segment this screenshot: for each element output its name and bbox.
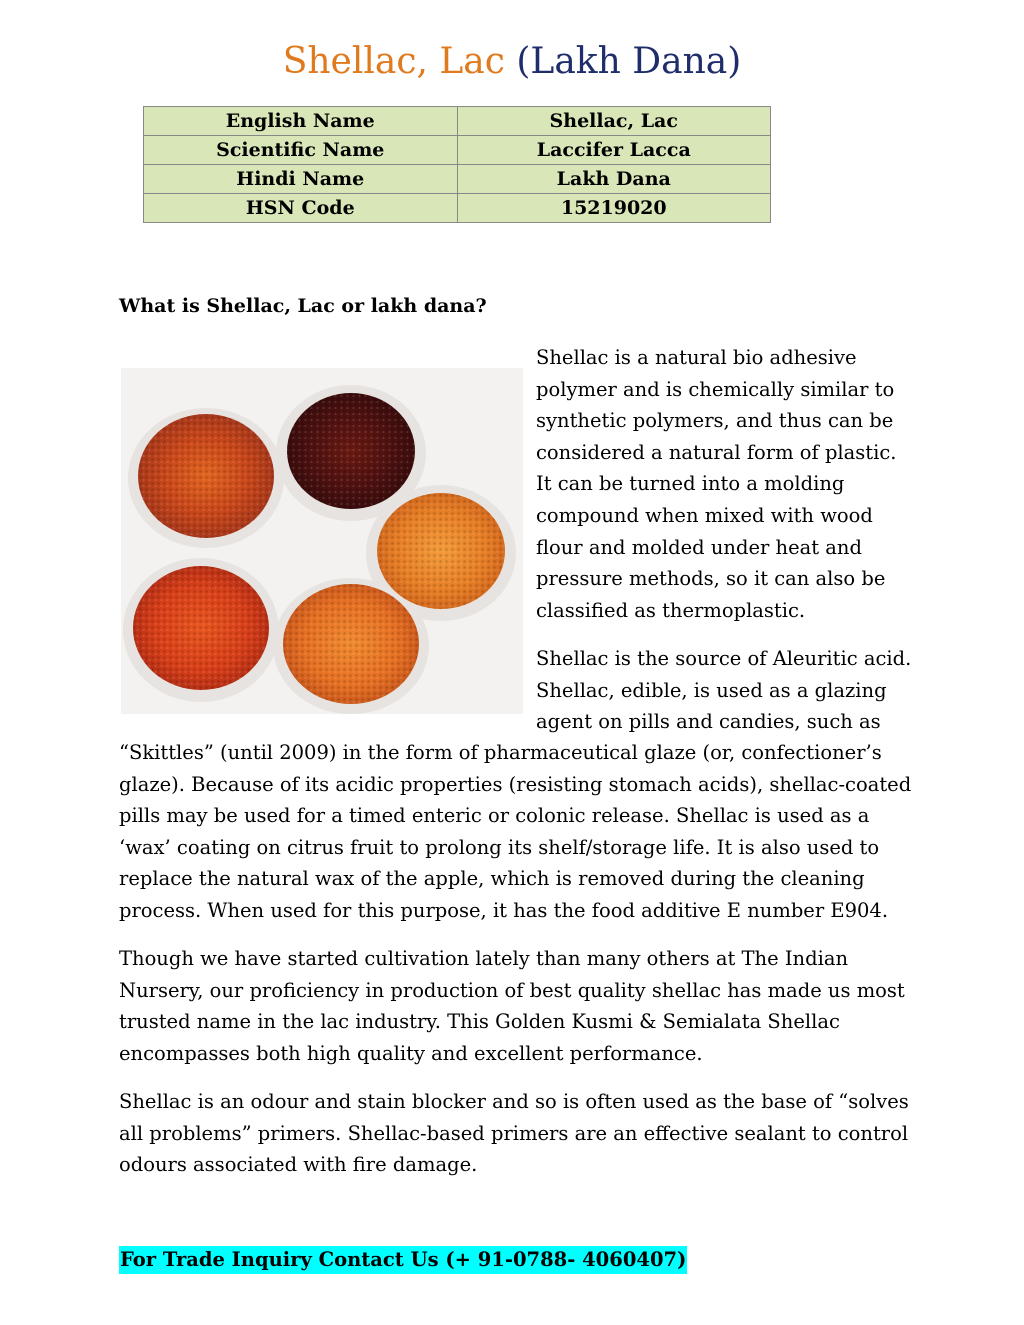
table-cell-value: Lakh Dana — [457, 165, 771, 194]
table-cell-label: Hindi Name — [144, 165, 458, 194]
info-table — [143, 106, 771, 223]
table-cell-value: Shellac, Lac — [457, 107, 771, 136]
shellac-photo — [121, 368, 523, 714]
page-title — [0, 40, 1024, 84]
paragraph-4: Shellac is an odour and stain blocker and so is often used as the base of “solves all problems” primers. Shellac-based primers are an effective sealant to control odours associated with fire damage. — [119, 1090, 909, 1177]
section-heading: What is Shellac, Lac or lakh dana? — [119, 295, 487, 317]
table-cell-label: HSN Code — [144, 194, 458, 223]
paragraph-3: Though we have started cultivation lately than many others at The Indian Nursery, our proficiency in production of best quality shellac has made us most trusted name in the lac industry. This Golden Kusmi & Semialata Shellac encompasses both high quality and excellent performance. — [119, 947, 905, 1065]
table-cell-value: 15219020 — [457, 194, 771, 223]
paragraph-1: Shellac is a natural bio adhesive polymer and is chemically similar to synthetic polymers, and thus can be considered a natural form of plastic. It can be turned into a molding compound when mixed with wood flour and molded under heat and pressure methods, so it can also be classified as thermoplastic. — [536, 346, 897, 622]
table-row — [144, 194, 771, 223]
title-hindi: (Lakh Dana) — [516, 41, 742, 82]
table-row — [144, 136, 771, 165]
paragraph-2-bottom: “Skittles” (until 2009) in the form of pharmaceutical glaze (or, confectioner’s glaze). Because of its acidic properties (resisting stomach acids), shellac-coated pills may be used for a timed enteric or colonic release. Shellac is used as a ‘wax’ coating on citrus fruit to prolong its shelf/storage life. It is also used to replace the natural wax of the apple, which is removed during the cleaning process. When used for this purpose, it has the food additive E number E904. — [119, 741, 912, 922]
table-cell-label: English Name — [144, 107, 458, 136]
table-cell-value: Laccifer Lacca — [457, 136, 771, 165]
table-cell-label: Scientific Name — [144, 136, 458, 165]
table-row — [144, 107, 771, 136]
trade-inquiry-contact: For Trade Inquiry Contact Us (+ 91-0788- 4060407) — [119, 1246, 687, 1274]
paragraph-2-top: Shellac is the source of Aleuritic acid. Shellac, edible, is used as a glazing agent on pills and candies, such as — [536, 647, 912, 734]
table-row — [144, 165, 771, 194]
title-main: Shellac, Lac — [282, 41, 505, 82]
